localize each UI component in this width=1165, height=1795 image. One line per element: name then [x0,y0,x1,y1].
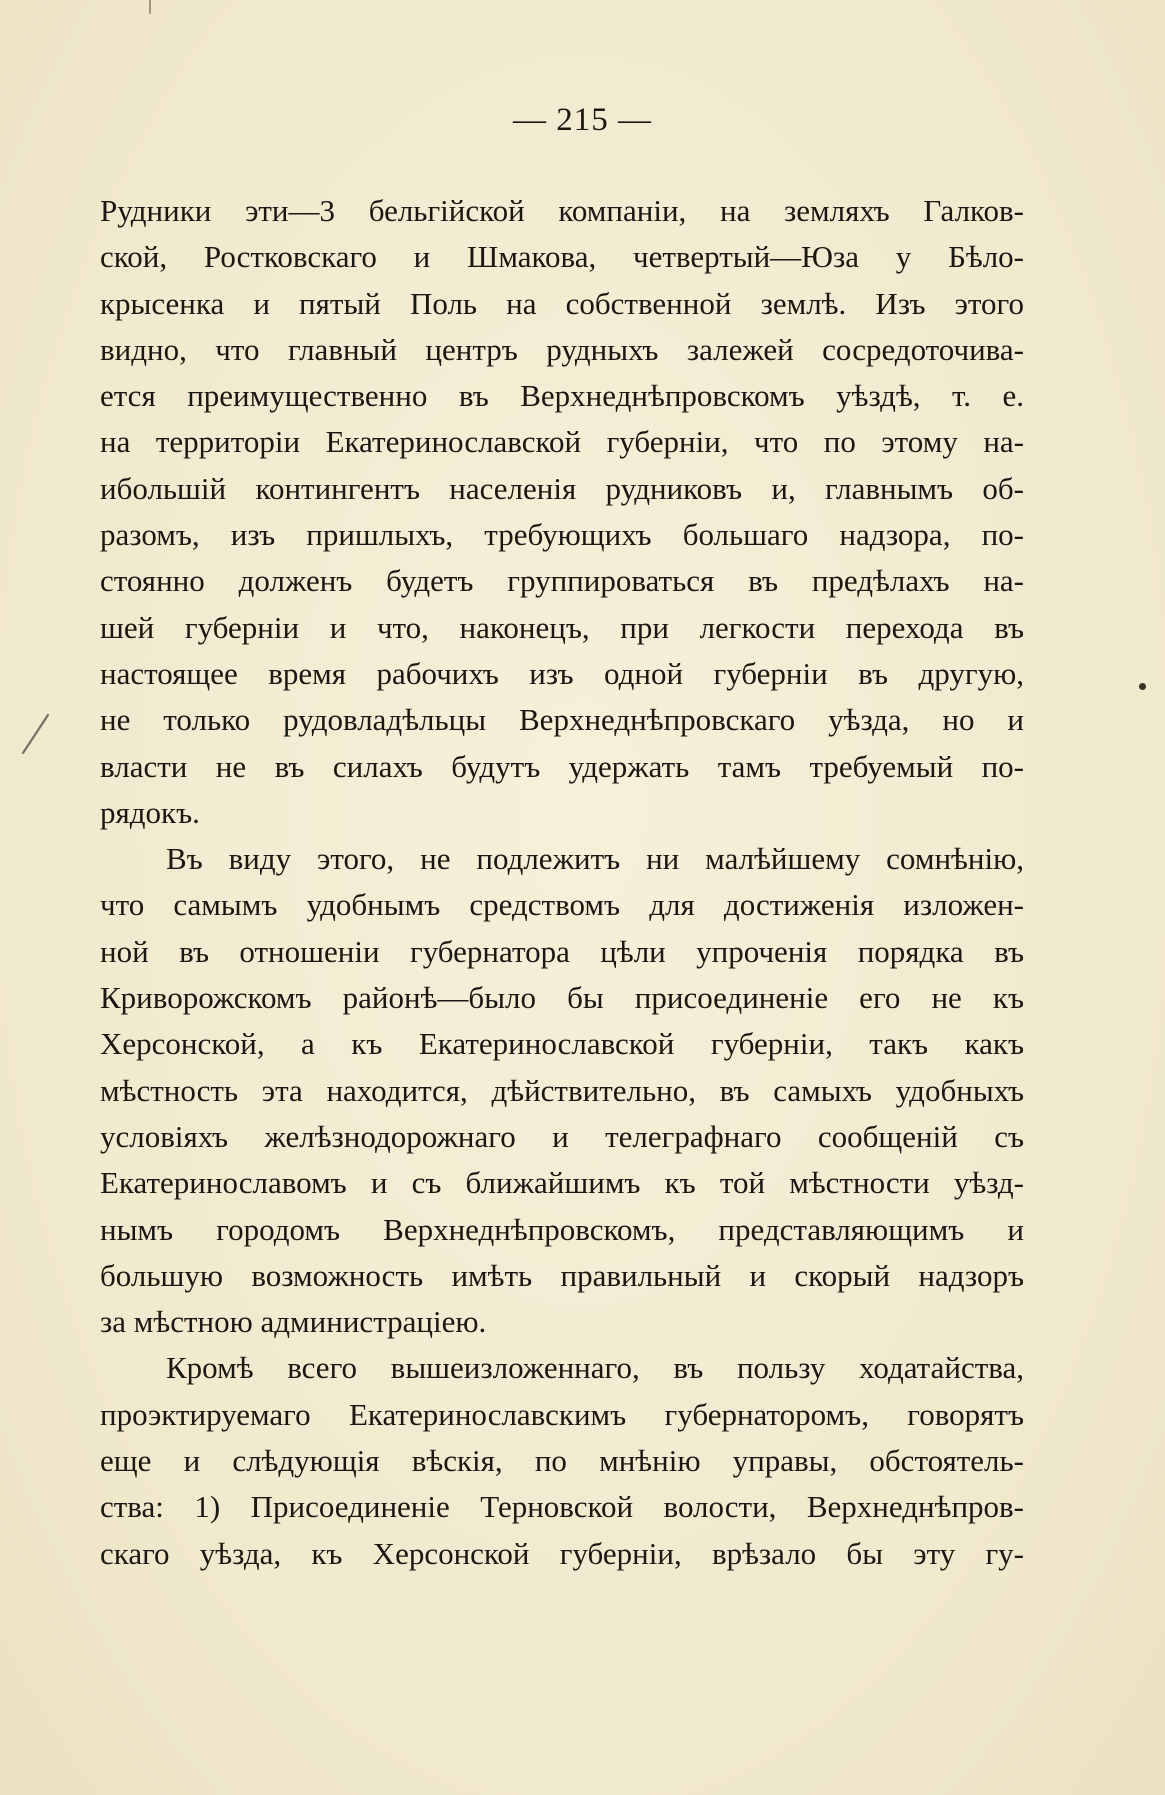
text-line: Кромѣ всего вышеизложеннаго, въ пользу ходатайства, [166,1350,1024,1386]
text-line: проэктируемаго Екатеринославскимъ губернаторомъ, говорятъ [100,1396,1024,1432]
text-line: за мѣстною администрацiею. [100,1304,487,1340]
text-line: мѣстность эта находится, дѣйствительно, въ самыхъ удобныхъ [100,1072,1024,1108]
text-line: рядокъ. [100,794,200,830]
ink-dot-mark [1139,683,1146,690]
text-line: большую возможность имѣть правильный и скорый надзоръ [100,1257,1024,1293]
text-line: видно, что главный центръ рудныхъ залежей сосредоточива- [100,331,1024,367]
text-line: на территорiи Екатеринославской губернiи, что по этому на- [100,424,1024,460]
body-text [100,188,1024,1577]
text-line: не только рудовладѣльцы Верхнеднѣпровскаго уѣзда, но и [100,702,1024,738]
text-line: скаго уѣзда, къ Херсонской губернiи, врѣзало бы эту гу- [100,1535,1024,1571]
pencil-margin-mark [18,712,52,756]
page-number: — 215 — [513,102,652,138]
text-line: шей губернiи и что, наконецъ, при легкости перехода въ [100,609,1024,645]
text-line: стоянно долженъ будетъ группироваться въ предѣлахъ на- [100,563,1024,599]
text-line: Рудники эти—3 бельгiйской компанiи, на земляхъ Галков- [100,193,1024,228]
text-line: еще и слѣдующiя вѣскiя, по мнѣнiю управы, обстоятель- [100,1443,1024,1479]
text-line: Херсонской, а къ Екатеринославской губернiи, такъ какъ [100,1026,1024,1062]
text-line: разомъ, изъ пришлыхъ, требующихъ большаго надзора, по- [100,517,1024,553]
text-line: Екатеринославомъ и съ ближайшимъ къ той мѣстности уѣзд- [100,1165,1024,1201]
text-line: Криворожскомъ районѣ—было бы присоединенiе его не къ [100,980,1024,1016]
page-scratch-mark [148,0,152,14]
text-line: крысенка и пятый Поль на собственной землѣ. Изъ этого [100,285,1024,321]
text-line: ибольшiй контингентъ населенiя рудниковъ и, главнымъ об- [100,470,1024,506]
text-line: ется преимущественно въ Верхнеднѣпровскомъ уѣздѣ, т. е. [100,378,1024,414]
text-line: ства: 1) Присоединенiе Терновской волости, Верхнеднѣпров- [100,1489,1024,1525]
text-line: что самымъ удобнымъ средствомъ для достиженiя изложен- [100,887,1024,923]
text-line: нымъ городомъ Верхнеднѣпровскомъ, представляющимъ и [100,1211,1024,1247]
text-line: настоящее время рабочихъ изъ одной губернiи въ другую, [100,655,1024,691]
text-line: власти не въ силахъ будутъ удержать тамъ требуемый по- [100,748,1024,784]
text-line: ской, Ростковскаго и Шмакова, четвертый—Юза у Бѣло- [100,239,1024,275]
text-line: ной въ отношенiи губернатора цѣли упроченiя порядка въ [100,933,1024,969]
text-line: Въ виду этого, не подлежитъ ни малѣйшему сомнѣнiю, [166,841,1024,877]
text-line: условiяхъ желѣзнодорожнаго и телеграфнаго сообщенiй съ [100,1118,1024,1154]
